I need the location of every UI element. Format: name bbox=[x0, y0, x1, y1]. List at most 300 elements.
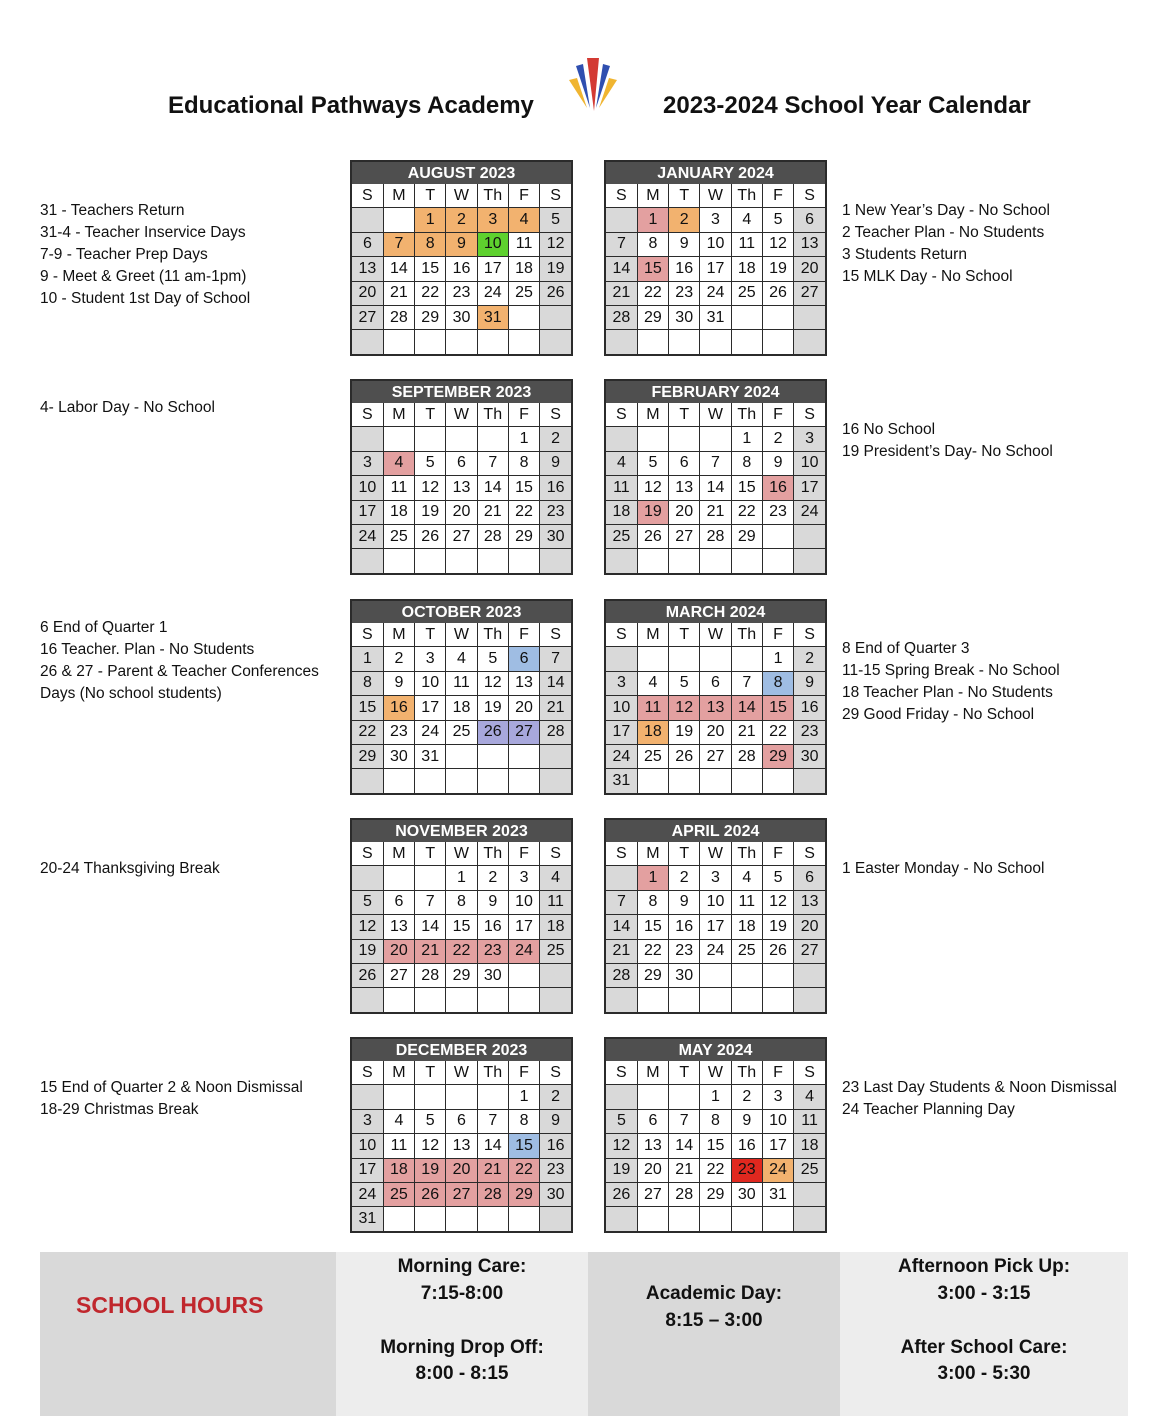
weekday-header: S bbox=[540, 184, 571, 208]
day-cell: 3 bbox=[762, 1085, 793, 1109]
day-cell: 8 bbox=[762, 671, 793, 695]
empty-day-cell bbox=[731, 963, 762, 987]
empty-day-cell bbox=[794, 330, 825, 354]
day-cell: 20 bbox=[637, 1158, 668, 1182]
day-cell: 4 bbox=[540, 866, 571, 890]
notes-october bbox=[40, 617, 350, 705]
notes-may bbox=[842, 1077, 1152, 1121]
day-cell: 23 bbox=[762, 500, 793, 524]
day-cell: 8 bbox=[637, 890, 668, 914]
month-title: FEBRUARY 2024 bbox=[606, 381, 825, 403]
day-cell: 3 bbox=[606, 671, 637, 695]
weekday-header: T bbox=[669, 1061, 700, 1085]
weekday-header: M bbox=[637, 842, 668, 866]
day-cell: 1 bbox=[731, 427, 762, 451]
day-cell: 13 bbox=[352, 257, 383, 281]
day-cell: 29 bbox=[508, 524, 539, 548]
day-cell: 11 bbox=[383, 476, 414, 500]
day-cell: 22 bbox=[700, 1158, 731, 1182]
day-cell: 19 bbox=[762, 257, 793, 281]
day-cell: 6 bbox=[446, 451, 477, 475]
empty-day-cell bbox=[794, 1182, 825, 1206]
day-cell: 27 bbox=[669, 524, 700, 548]
weekday-header: S bbox=[794, 184, 825, 208]
day-cell: 22 bbox=[637, 939, 668, 963]
day-cell: 22 bbox=[446, 939, 477, 963]
weekday-header: W bbox=[700, 842, 731, 866]
empty-day-cell bbox=[700, 330, 731, 354]
day-cell: 21 bbox=[477, 500, 508, 524]
day-cell: 6 bbox=[637, 1109, 668, 1133]
day-cell: 19 bbox=[540, 257, 571, 281]
day-cell: 19 bbox=[606, 1158, 637, 1182]
empty-day-cell bbox=[352, 208, 383, 232]
note-line: 4- Labor Day - No School bbox=[40, 399, 215, 416]
day-cell: 2 bbox=[540, 1085, 571, 1109]
note-line: 3 Students Return bbox=[842, 246, 967, 263]
notes-april bbox=[842, 858, 1152, 880]
day-cell: 22 bbox=[352, 720, 383, 744]
empty-day-cell bbox=[477, 427, 508, 451]
empty-day-cell bbox=[508, 988, 539, 1012]
day-cell: 29 bbox=[508, 1182, 539, 1206]
day-cell: 19 bbox=[415, 500, 446, 524]
empty-day-cell bbox=[415, 549, 446, 573]
weekday-header: T bbox=[415, 403, 446, 427]
month-october-2023 bbox=[350, 599, 573, 795]
empty-day-cell bbox=[508, 305, 539, 329]
empty-day-cell bbox=[540, 305, 571, 329]
school-hours-bar bbox=[40, 1252, 1128, 1416]
note-line: 9 - Meet & Greet (11 am-1pm) bbox=[40, 268, 247, 285]
weekday-header: Th bbox=[477, 623, 508, 647]
day-cell: 6 bbox=[700, 671, 731, 695]
day-cell: 17 bbox=[762, 1134, 793, 1158]
day-cell: 12 bbox=[606, 1134, 637, 1158]
day-cell: 4 bbox=[637, 671, 668, 695]
month-march-2024 bbox=[604, 599, 827, 795]
day-cell: 19 bbox=[352, 939, 383, 963]
weekday-header: F bbox=[508, 1061, 539, 1085]
day-cell: 21 bbox=[477, 1158, 508, 1182]
day-cell: 20 bbox=[669, 500, 700, 524]
day-cell: 2 bbox=[446, 208, 477, 232]
weekday-header: S bbox=[606, 184, 637, 208]
day-cell: 12 bbox=[415, 476, 446, 500]
note-line: 18 Teacher Plan - No Students bbox=[842, 684, 1053, 701]
day-cell: 14 bbox=[477, 476, 508, 500]
day-cell: 15 bbox=[446, 915, 477, 939]
notes-august bbox=[40, 200, 350, 310]
day-cell: 26 bbox=[477, 720, 508, 744]
day-cell: 20 bbox=[794, 915, 825, 939]
empty-day-cell bbox=[477, 1085, 508, 1109]
morning-care-label: Morning Care: bbox=[397, 1256, 527, 1277]
day-cell: 9 bbox=[731, 1109, 762, 1133]
day-cell: 6 bbox=[794, 866, 825, 890]
day-cell: 26 bbox=[540, 281, 571, 305]
day-cell: 10 bbox=[477, 232, 508, 256]
empty-day-cell bbox=[606, 427, 637, 451]
day-cell: 6 bbox=[508, 647, 539, 671]
weekday-header: Th bbox=[477, 184, 508, 208]
day-cell: 1 bbox=[637, 208, 668, 232]
day-cell: 5 bbox=[762, 208, 793, 232]
day-cell: 25 bbox=[540, 939, 571, 963]
day-cell: 24 bbox=[794, 500, 825, 524]
empty-day-cell bbox=[352, 549, 383, 573]
day-cell: 27 bbox=[446, 1182, 477, 1206]
day-cell: 20 bbox=[508, 696, 539, 720]
day-cell: 15 bbox=[508, 1134, 539, 1158]
afternoon-hours-cell bbox=[840, 1252, 1128, 1416]
day-cell: 17 bbox=[700, 915, 731, 939]
day-cell: 5 bbox=[352, 890, 383, 914]
empty-day-cell bbox=[762, 330, 793, 354]
day-cell: 4 bbox=[731, 208, 762, 232]
weekday-header: M bbox=[383, 184, 414, 208]
day-cell: 21 bbox=[700, 500, 731, 524]
day-cell: 21 bbox=[383, 281, 414, 305]
day-cell: 30 bbox=[669, 963, 700, 987]
day-cell: 5 bbox=[762, 866, 793, 890]
day-cell: 14 bbox=[415, 915, 446, 939]
empty-day-cell bbox=[606, 330, 637, 354]
day-cell: 24 bbox=[700, 939, 731, 963]
day-cell: 14 bbox=[731, 696, 762, 720]
day-cell: 19 bbox=[669, 720, 700, 744]
empty-day-cell bbox=[700, 963, 731, 987]
day-cell: 26 bbox=[415, 524, 446, 548]
weekday-header: S bbox=[794, 403, 825, 427]
day-cell: 14 bbox=[669, 1134, 700, 1158]
weekday-header: T bbox=[415, 842, 446, 866]
day-cell: 12 bbox=[477, 671, 508, 695]
empty-day-cell bbox=[383, 866, 414, 890]
day-cell: 10 bbox=[508, 890, 539, 914]
day-cell: 14 bbox=[700, 476, 731, 500]
note-line: 1 Easter Monday - No School bbox=[842, 860, 1045, 877]
day-cell: 17 bbox=[508, 915, 539, 939]
day-cell: 13 bbox=[446, 476, 477, 500]
school-logo-icon bbox=[563, 56, 623, 116]
academic-day-label: Academic Day: bbox=[645, 1283, 783, 1304]
empty-day-cell bbox=[731, 305, 762, 329]
month-title: OCTOBER 2023 bbox=[352, 601, 571, 623]
note-line: 1 New Year’s Day - No School bbox=[842, 202, 1050, 219]
empty-day-cell bbox=[383, 549, 414, 573]
month-december-2023 bbox=[350, 1037, 573, 1233]
day-cell: 18 bbox=[383, 500, 414, 524]
day-cell: 2 bbox=[669, 208, 700, 232]
day-cell: 3 bbox=[415, 647, 446, 671]
day-cell: 7 bbox=[700, 451, 731, 475]
weekday-header: T bbox=[415, 184, 446, 208]
empty-day-cell bbox=[731, 330, 762, 354]
empty-day-cell bbox=[508, 769, 539, 793]
note-line: 29 Good Friday - No School bbox=[842, 706, 1035, 723]
empty-day-cell bbox=[383, 1085, 414, 1109]
month-title: MAY 2024 bbox=[606, 1039, 825, 1061]
day-cell: 12 bbox=[540, 232, 571, 256]
month-title: NOVEMBER 2023 bbox=[352, 820, 571, 842]
day-cell: 10 bbox=[762, 1109, 793, 1133]
empty-day-cell bbox=[762, 769, 793, 793]
day-cell: 13 bbox=[794, 890, 825, 914]
day-cell: 11 bbox=[383, 1134, 414, 1158]
day-cell: 31 bbox=[352, 1207, 383, 1231]
weekday-header: Th bbox=[477, 403, 508, 427]
month-november-2023 bbox=[350, 818, 573, 1014]
day-cell: 27 bbox=[383, 963, 414, 987]
day-cell: 7 bbox=[477, 1109, 508, 1133]
academic-day-time: 8:15 – 3:00 bbox=[665, 1310, 763, 1331]
day-cell: 4 bbox=[383, 1109, 414, 1133]
day-cell: 29 bbox=[637, 963, 668, 987]
empty-day-cell bbox=[731, 647, 762, 671]
weekday-header: S bbox=[352, 842, 383, 866]
note-line: 18-29 Christmas Break bbox=[40, 1101, 199, 1118]
day-cell: 4 bbox=[606, 451, 637, 475]
day-cell: 14 bbox=[540, 671, 571, 695]
day-cell: 22 bbox=[508, 500, 539, 524]
note-line: 16 No School bbox=[842, 421, 936, 438]
day-cell: 30 bbox=[794, 744, 825, 768]
weekday-header: M bbox=[637, 403, 668, 427]
day-cell: 23 bbox=[477, 939, 508, 963]
day-cell: 23 bbox=[731, 1158, 762, 1182]
after-school-care-label: After School Care: bbox=[900, 1337, 1068, 1358]
empty-day-cell bbox=[383, 208, 414, 232]
day-cell: 15 bbox=[415, 257, 446, 281]
day-cell: 20 bbox=[352, 281, 383, 305]
empty-day-cell bbox=[508, 549, 539, 573]
notes-november bbox=[40, 858, 350, 880]
day-cell: 16 bbox=[794, 696, 825, 720]
day-cell: 24 bbox=[352, 1182, 383, 1206]
empty-day-cell bbox=[762, 963, 793, 987]
empty-day-cell bbox=[669, 549, 700, 573]
day-cell: 2 bbox=[794, 647, 825, 671]
day-cell: 19 bbox=[762, 915, 793, 939]
empty-day-cell bbox=[540, 330, 571, 354]
notes-september bbox=[40, 397, 350, 419]
day-cell: 27 bbox=[794, 281, 825, 305]
empty-day-cell bbox=[606, 208, 637, 232]
day-cell: 3 bbox=[477, 208, 508, 232]
note-line: 20-24 Thanksgiving Break bbox=[40, 860, 220, 877]
day-cell: 28 bbox=[477, 1182, 508, 1206]
weekday-header: S bbox=[794, 623, 825, 647]
day-cell: 18 bbox=[731, 915, 762, 939]
empty-day-cell bbox=[762, 1207, 793, 1231]
day-cell: 25 bbox=[383, 524, 414, 548]
day-cell: 18 bbox=[508, 257, 539, 281]
day-cell: 7 bbox=[540, 647, 571, 671]
day-cell: 10 bbox=[700, 232, 731, 256]
day-cell: 4 bbox=[794, 1085, 825, 1109]
day-cell: 25 bbox=[731, 281, 762, 305]
day-cell: 5 bbox=[606, 1109, 637, 1133]
weekday-header: S bbox=[352, 184, 383, 208]
morning-hours-cell bbox=[336, 1252, 588, 1416]
weekday-header: W bbox=[446, 403, 477, 427]
day-cell: 7 bbox=[669, 1109, 700, 1133]
weekday-header: F bbox=[762, 403, 793, 427]
empty-day-cell bbox=[540, 988, 571, 1012]
empty-day-cell bbox=[606, 1085, 637, 1109]
empty-day-cell bbox=[352, 427, 383, 451]
day-cell: 24 bbox=[606, 744, 637, 768]
empty-day-cell bbox=[477, 988, 508, 1012]
empty-day-cell bbox=[669, 769, 700, 793]
empty-day-cell bbox=[794, 549, 825, 573]
day-cell: 28 bbox=[606, 305, 637, 329]
empty-day-cell bbox=[540, 769, 571, 793]
empty-day-cell bbox=[669, 1085, 700, 1109]
weekday-header: S bbox=[606, 842, 637, 866]
weekday-header: S bbox=[352, 623, 383, 647]
empty-day-cell bbox=[794, 305, 825, 329]
month-title: JANUARY 2024 bbox=[606, 162, 825, 184]
day-cell: 30 bbox=[477, 963, 508, 987]
day-cell: 20 bbox=[700, 720, 731, 744]
note-line: 23 Last Day Students & Noon Dismissal bbox=[842, 1079, 1117, 1096]
day-cell: 9 bbox=[669, 232, 700, 256]
day-cell: 1 bbox=[700, 1085, 731, 1109]
weekday-header: S bbox=[540, 623, 571, 647]
day-cell: 3 bbox=[700, 208, 731, 232]
day-cell: 16 bbox=[731, 1134, 762, 1158]
weekday-header: S bbox=[794, 1061, 825, 1085]
day-cell: 31 bbox=[477, 305, 508, 329]
day-cell: 3 bbox=[352, 1109, 383, 1133]
day-cell: 25 bbox=[508, 281, 539, 305]
note-line: 16 Teacher. Plan - No Students bbox=[40, 641, 255, 658]
day-cell: 6 bbox=[446, 1109, 477, 1133]
empty-day-cell bbox=[540, 963, 571, 987]
note-line: 2 Teacher Plan - No Students bbox=[842, 224, 1045, 241]
day-cell: 16 bbox=[477, 915, 508, 939]
weekday-header: F bbox=[762, 184, 793, 208]
weekday-header: W bbox=[700, 184, 731, 208]
day-cell: 30 bbox=[669, 305, 700, 329]
day-cell: 28 bbox=[731, 744, 762, 768]
day-cell: 30 bbox=[540, 524, 571, 548]
day-cell: 22 bbox=[508, 1158, 539, 1182]
day-cell: 4 bbox=[508, 208, 539, 232]
empty-day-cell bbox=[383, 1207, 414, 1231]
day-cell: 7 bbox=[606, 232, 637, 256]
day-cell: 20 bbox=[446, 1158, 477, 1182]
day-cell: 15 bbox=[637, 915, 668, 939]
empty-day-cell bbox=[383, 330, 414, 354]
day-cell: 14 bbox=[477, 1134, 508, 1158]
day-cell: 25 bbox=[606, 524, 637, 548]
empty-day-cell bbox=[700, 427, 731, 451]
empty-day-cell bbox=[477, 769, 508, 793]
empty-day-cell bbox=[415, 1085, 446, 1109]
after-school-care-time: 3:00 - 5:30 bbox=[937, 1363, 1031, 1384]
day-cell: 15 bbox=[637, 257, 668, 281]
empty-day-cell bbox=[508, 963, 539, 987]
weekday-header: F bbox=[762, 1061, 793, 1085]
empty-day-cell bbox=[352, 769, 383, 793]
notes-february bbox=[842, 419, 1152, 463]
day-cell: 6 bbox=[794, 208, 825, 232]
day-cell: 1 bbox=[637, 866, 668, 890]
notes-january bbox=[842, 200, 1152, 288]
day-cell: 9 bbox=[383, 671, 414, 695]
empty-day-cell bbox=[606, 1207, 637, 1231]
weekday-header: F bbox=[508, 842, 539, 866]
weekday-header: M bbox=[637, 1061, 668, 1085]
day-cell: 31 bbox=[762, 1182, 793, 1206]
day-cell: 17 bbox=[477, 257, 508, 281]
weekday-header: T bbox=[669, 184, 700, 208]
day-cell: 26 bbox=[352, 963, 383, 987]
empty-day-cell bbox=[731, 549, 762, 573]
day-cell: 21 bbox=[606, 939, 637, 963]
day-cell: 3 bbox=[508, 866, 539, 890]
month-title: DECEMBER 2023 bbox=[352, 1039, 571, 1061]
day-cell: 9 bbox=[669, 890, 700, 914]
empty-day-cell bbox=[606, 647, 637, 671]
empty-day-cell bbox=[446, 330, 477, 354]
empty-day-cell bbox=[383, 769, 414, 793]
day-cell: 10 bbox=[352, 1134, 383, 1158]
day-cell: 18 bbox=[606, 500, 637, 524]
weekday-header: Th bbox=[731, 1061, 762, 1085]
weekday-header: M bbox=[383, 842, 414, 866]
empty-day-cell bbox=[794, 963, 825, 987]
day-cell: 26 bbox=[606, 1182, 637, 1206]
day-cell: 3 bbox=[352, 451, 383, 475]
weekday-header: W bbox=[700, 403, 731, 427]
day-cell: 11 bbox=[540, 890, 571, 914]
weekday-header: Th bbox=[731, 184, 762, 208]
day-cell: 18 bbox=[383, 1158, 414, 1182]
day-cell: 1 bbox=[415, 208, 446, 232]
empty-day-cell bbox=[415, 427, 446, 451]
day-cell: 8 bbox=[731, 451, 762, 475]
weekday-header: S bbox=[606, 623, 637, 647]
empty-day-cell bbox=[669, 1207, 700, 1231]
day-cell: 29 bbox=[446, 963, 477, 987]
day-cell: 24 bbox=[352, 524, 383, 548]
empty-day-cell bbox=[508, 1207, 539, 1231]
day-cell: 29 bbox=[700, 1182, 731, 1206]
day-cell: 24 bbox=[415, 720, 446, 744]
empty-day-cell bbox=[637, 988, 668, 1012]
weekday-header: F bbox=[762, 842, 793, 866]
day-cell: 23 bbox=[383, 720, 414, 744]
day-cell: 6 bbox=[669, 451, 700, 475]
day-cell: 31 bbox=[700, 305, 731, 329]
day-cell: 10 bbox=[606, 696, 637, 720]
day-cell: 2 bbox=[383, 647, 414, 671]
day-cell: 27 bbox=[700, 744, 731, 768]
day-cell: 11 bbox=[731, 232, 762, 256]
day-cell: 29 bbox=[637, 305, 668, 329]
weekday-header: T bbox=[415, 623, 446, 647]
note-line: 15 End of Quarter 2 & Noon Dismissal bbox=[40, 1079, 303, 1096]
empty-day-cell bbox=[606, 988, 637, 1012]
weekday-header: S bbox=[606, 403, 637, 427]
empty-day-cell bbox=[637, 549, 668, 573]
day-cell: 25 bbox=[637, 744, 668, 768]
day-cell: 16 bbox=[762, 476, 793, 500]
